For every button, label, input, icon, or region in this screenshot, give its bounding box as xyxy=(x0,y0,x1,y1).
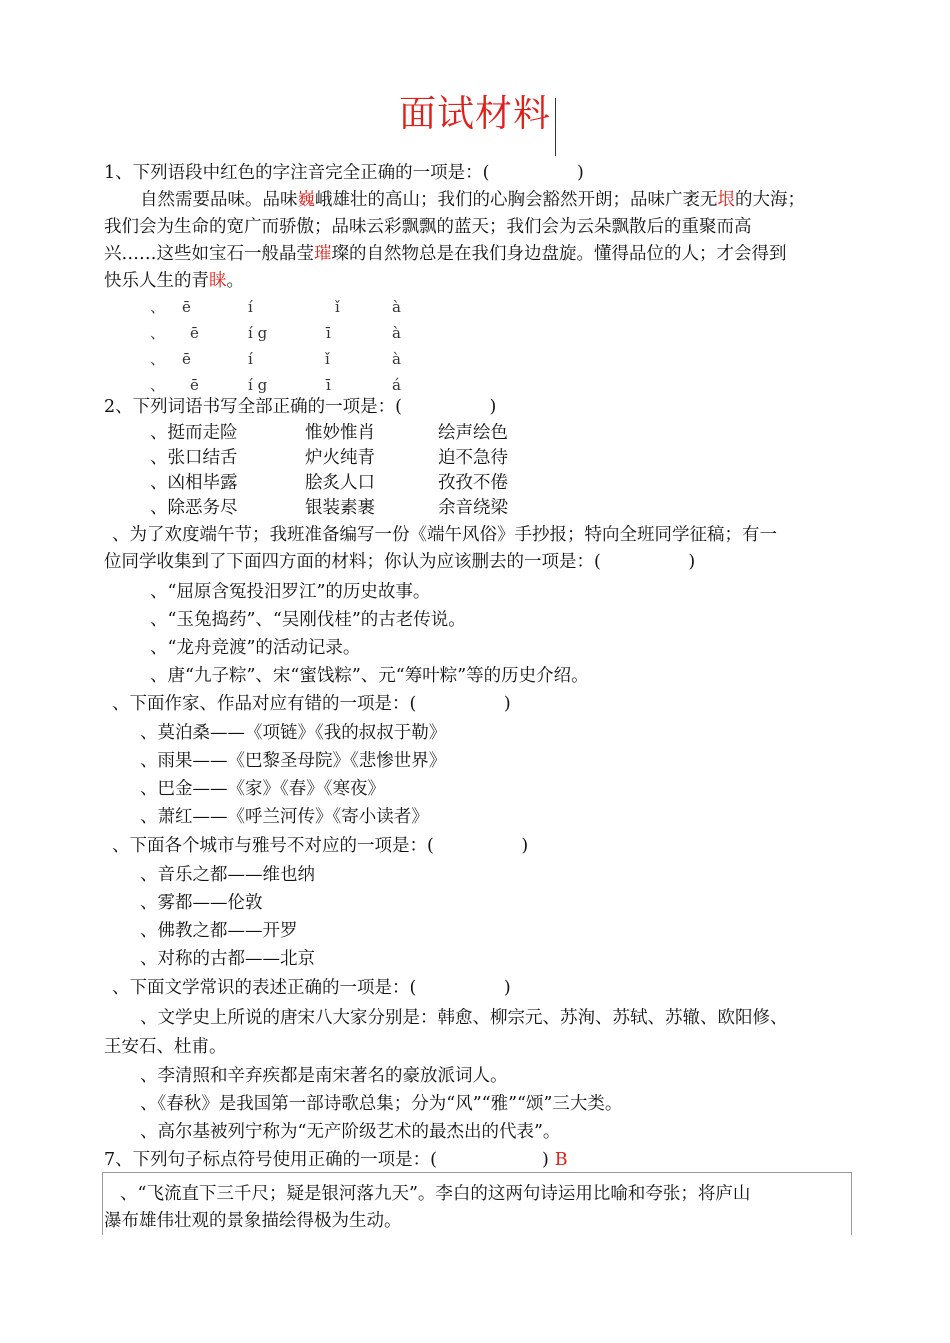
q2-option-c-word-3: 孜孜不倦 xyxy=(438,473,508,493)
q1-passage-line-4 xyxy=(104,268,244,295)
q5-option-a: 、音乐之都——维也纳 xyxy=(140,865,315,885)
pinyin-4: à xyxy=(392,324,401,342)
q3-stem-line-1: 、为了欢度端午节；我班准备编写一份《端午风俗》手抄报；特向全班同学征稿；有一 xyxy=(112,525,777,545)
q7-stem xyxy=(104,1147,568,1174)
pinyin-2: í g xyxy=(248,324,268,342)
q1-option-c xyxy=(0,348,950,370)
passage-text: 自然需要品味。品味 xyxy=(140,190,298,210)
q2-option-a-word-2: 惟妙惟肖 xyxy=(305,423,375,443)
pinyin-2: í xyxy=(248,298,253,316)
q6-option-c: 、《春秋》是我国第一部诗歌总集；分为“风”“雅”“颂”三大类。 xyxy=(140,1094,623,1114)
q4-option-b: 、雨果——《巴黎圣母院》《悲惨世界》 xyxy=(140,751,447,771)
q5-option-c: 、佛教之都——开罗 xyxy=(140,921,298,941)
passage-text: 我们会为生命的宽广而骄傲；品味云彩飘飘的蓝天；我们会为云朵飘散后的重聚而高 xyxy=(104,217,752,237)
q4-option-c: 、巴金——《家》《春》《寒夜》 xyxy=(140,779,385,799)
pinyin-3: ǐ xyxy=(325,350,330,368)
option-marker: 、 xyxy=(150,376,166,394)
q3-option-b: 、“玉兔捣药”、“吴刚伐桂”的古老传说。 xyxy=(150,610,466,630)
q2-option-c-word-2: 脍炙人口 xyxy=(305,473,375,493)
pinyin-4: à xyxy=(392,298,401,316)
pinyin-4: á xyxy=(392,376,401,394)
passage-text: 的大海； xyxy=(735,190,805,210)
q1-option-a xyxy=(0,296,950,318)
q7-stem-text: 7、下列句子标点符号使用正确的一项是：( ) xyxy=(104,1150,549,1170)
q2-option-d-word-2: 银装素裹 xyxy=(305,498,375,518)
q7-answer: B xyxy=(554,1150,568,1170)
q3-option-a: 、“屈原含冤投汨罗江”的历史故事。 xyxy=(150,582,431,602)
q1-stem: 1、下列语段中红色的字注音完全正确的一项是：( ) xyxy=(104,163,584,183)
q2-option-b-word-2: 炉火纯青 xyxy=(305,448,375,468)
pinyin-4: à xyxy=(392,350,401,368)
q6-option-a-line-2: 王安石、杜甫。 xyxy=(104,1037,227,1057)
pinyin-2: í g xyxy=(248,376,268,394)
q6-option-a-line-1: 、文学史上所说的唐宋八大家分别是：韩愈、柳宗元、苏洵、苏轼、苏辙、欧阳修、 xyxy=(140,1008,788,1028)
q1-passage-line-1 xyxy=(140,187,805,214)
q6-option-d: 、高尔基被列宁称为“无产阶级艺术的最杰出的代表”。 xyxy=(140,1122,561,1142)
pinyin-3: ī xyxy=(326,376,331,394)
q2-option-d-word-3: 余音绕梁 xyxy=(438,498,508,518)
red-character: 睐 xyxy=(209,271,227,291)
q4-option-d: 、萧红——《呼兰河传》《寄小读者》 xyxy=(140,807,429,827)
q2-option-b-word-1: 、张口结舌 xyxy=(150,448,238,468)
q2-option-d-word-1: 、除恶务尽 xyxy=(150,498,238,518)
text-cursor xyxy=(555,98,556,156)
red-character: 巍 xyxy=(297,190,315,210)
pinyin-2: í xyxy=(248,350,253,368)
q6-option-b: 、李清照和辛弃疾都是南宋著名的豪放派词人。 xyxy=(140,1066,508,1086)
q5-stem: 、下面各个城市与雅号不对应的一项是：( ) xyxy=(112,836,529,856)
option-marker: 、 xyxy=(150,350,166,368)
pinyin-3: ī xyxy=(326,324,331,342)
q4-option-a: 、莫泊桑——《项链》《我的叔叔于勒》 xyxy=(140,723,447,743)
q2-option-c-word-1: 、凶相毕露 xyxy=(150,473,238,493)
q2-stem: 2、下列词语书写全部正确的一项是：( ) xyxy=(104,397,497,417)
q7-option-a-line-2: 瀑布雄伟壮观的景象描绘得极为生动。 xyxy=(104,1211,402,1231)
red-character: 璀 xyxy=(314,244,332,264)
option-marker: 、 xyxy=(150,324,166,342)
passage-text: 兴……这些如宝石一般晶莹 xyxy=(104,244,314,264)
q2-option-a-word-1: 、挺而走险 xyxy=(150,423,238,443)
q5-option-d: 、对称的古都——北京 xyxy=(140,949,315,969)
pinyin-1: ē xyxy=(190,376,199,394)
q3-option-c: 、“龙舟竞渡”的活动记录。 xyxy=(150,638,361,658)
q2-option-a-word-3: 绘声绘色 xyxy=(438,423,508,443)
q5-option-b: 、雾都——伦敦 xyxy=(140,893,263,913)
pinyin-3: ǐ xyxy=(335,298,340,316)
q1-option-b xyxy=(0,322,950,344)
red-character: 垠 xyxy=(717,190,735,210)
q7-option-a-line-1: 、“飞流直下三千尺；疑是银河落九天”。李白的这两句诗运用比喻和夸张；将庐山 xyxy=(120,1184,751,1204)
q4-stem: 、下面作家、作品对应有错的一项是：( ) xyxy=(112,694,511,714)
page-title: 面试材料 xyxy=(399,92,551,135)
q3-option-d: 、唐“九子粽”、宋“蜜饯粽”、元“筹叶粽”等的历史介绍。 xyxy=(150,666,589,686)
q1-option-d xyxy=(0,374,950,396)
option-marker: 、 xyxy=(150,298,166,316)
pinyin-1: ē xyxy=(182,350,191,368)
q1-passage-line-3 xyxy=(104,241,787,268)
q1-passage-line-2 xyxy=(104,214,752,241)
passage-text: 峨雄壮的高山；我们的心胸会豁然开朗；品味广袤无 xyxy=(315,190,718,210)
q3-stem-line-2: 位同学收集到了下面四方面的材料；你认为应该删去的一项是：( ) xyxy=(104,552,696,572)
pinyin-1: ē xyxy=(182,298,191,316)
passage-text: 快乐人生的青 xyxy=(104,271,209,291)
q2-option-b-word-3: 迫不急待 xyxy=(438,448,508,468)
passage-text: 。 xyxy=(226,271,244,291)
q6-stem: 、下面文学常识的表述正确的一项是：( ) xyxy=(112,978,511,998)
pinyin-1: ē xyxy=(190,324,199,342)
passage-text: 璨的自然物总是在我们身边盘旋。懂得品位的人；才会得到 xyxy=(331,244,787,264)
